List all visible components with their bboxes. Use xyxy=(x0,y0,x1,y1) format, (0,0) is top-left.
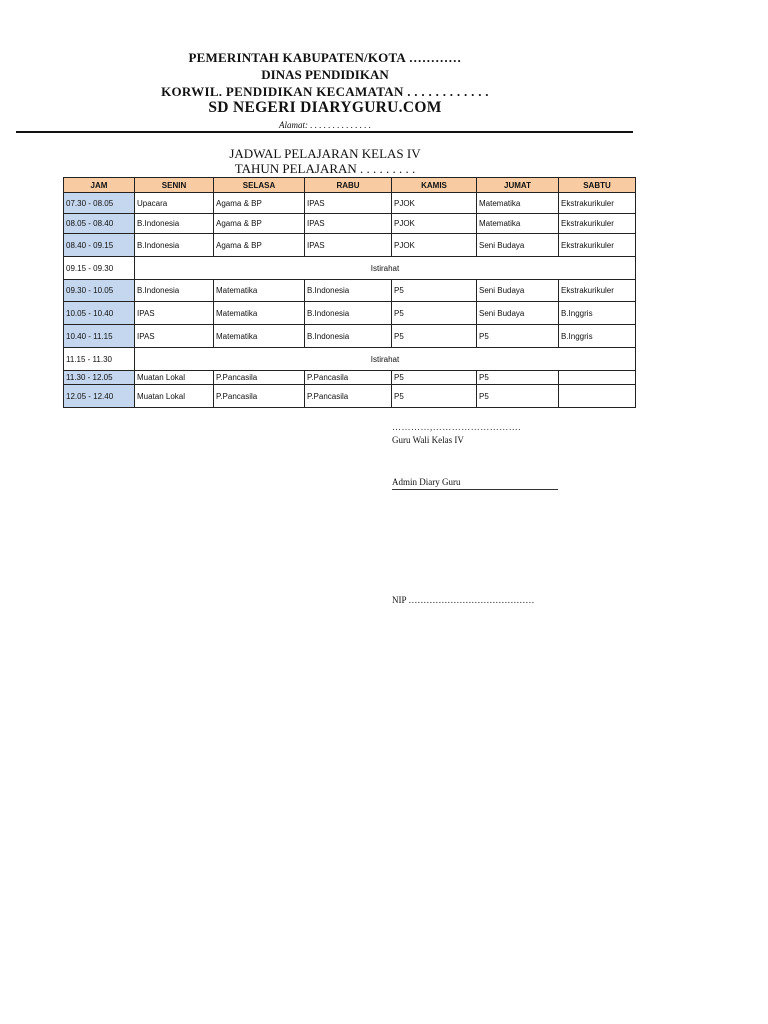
subject-cell: Ekstrakurikuler xyxy=(559,280,636,302)
subject-cell: IPAS xyxy=(305,234,392,257)
table-row xyxy=(64,214,636,234)
subject-cell: P5 xyxy=(392,280,477,302)
subject-cell: IPAS xyxy=(305,214,392,234)
subject-cell: IPAS xyxy=(305,193,392,214)
subject-cell: P5 xyxy=(392,302,477,325)
subject-cell: Ekstrakurikuler xyxy=(559,214,636,234)
subject-cell: Agama & BP xyxy=(214,214,305,234)
time-cell: 08.40 - 09.15 xyxy=(64,234,135,257)
subject-cell: P.Pancasila xyxy=(214,385,305,408)
subject-cell xyxy=(559,371,636,385)
subject-cell: P5 xyxy=(477,325,559,348)
subject-cell: Muatan Lokal xyxy=(135,385,214,408)
subject-cell: Agama & BP xyxy=(214,193,305,214)
header-jumat: JUMAT xyxy=(477,178,559,193)
signature-place-date: …………,………………………. xyxy=(392,422,521,432)
school-address: Alamat: . . . . . . . . . . . . . . xyxy=(279,120,371,130)
schedule-year: TAHUN PELAJARAN . . . . . . . . . xyxy=(234,161,416,176)
time-cell: 11.15 - 11.30 xyxy=(64,348,135,371)
subject-cell: Matematika xyxy=(477,214,559,234)
subject-cell: B.Indonesia xyxy=(305,280,392,302)
break-label: Istirahat xyxy=(135,348,636,371)
subject-cell: Matematika xyxy=(214,302,305,325)
subject-cell: P5 xyxy=(392,371,477,385)
letterhead-divider xyxy=(16,131,633,133)
subject-cell: Ekstrakurikuler xyxy=(559,234,636,257)
time-cell: 08.05 - 08.40 xyxy=(64,214,135,234)
table-header-row xyxy=(64,178,636,193)
header-jam: JAM xyxy=(64,178,135,193)
time-cell: 12.05 - 12.40 xyxy=(64,385,135,408)
break-label: Istirahat xyxy=(135,257,636,280)
signature-name: Admin Diary Guru xyxy=(392,477,461,487)
break-row xyxy=(64,257,636,280)
subject-cell: Agama & BP xyxy=(214,234,305,257)
letterhead-government: PEMERINTAH KABUPATEN/KOTA ………… xyxy=(188,50,462,65)
subject-cell: PJOK xyxy=(392,234,477,257)
subject-cell: Matematika xyxy=(214,280,305,302)
subject-cell: P5 xyxy=(477,385,559,408)
header-sabtu: SABTU xyxy=(559,178,636,193)
subject-cell: B.Inggris xyxy=(559,302,636,325)
table-row xyxy=(64,280,636,302)
subject-cell: P.Pancasila xyxy=(305,385,392,408)
letterhead-district: KORWIL. PENDIDIKAN KECAMATAN . . . . . . . . . . . . xyxy=(161,84,489,99)
subject-cell: Matematika xyxy=(214,325,305,348)
break-row xyxy=(64,348,636,371)
table-row xyxy=(64,302,636,325)
subject-cell: P5 xyxy=(477,371,559,385)
time-cell: 11.30 - 12.05 xyxy=(64,371,135,385)
subject-cell xyxy=(559,385,636,408)
subject-cell: PJOK xyxy=(392,193,477,214)
header-rabu: RABU xyxy=(305,178,392,193)
time-cell: 10.40 - 11.15 xyxy=(64,325,135,348)
subject-cell: B.Indonesia xyxy=(305,325,392,348)
subject-cell: P5 xyxy=(392,385,477,408)
subject-cell: Seni Budaya xyxy=(477,234,559,257)
subject-cell: Matematika xyxy=(477,193,559,214)
header-selasa: SELASA xyxy=(214,178,305,193)
subject-cell: B.Indonesia xyxy=(305,302,392,325)
subject-cell: Upacara xyxy=(135,193,214,214)
header-kamis: KAMIS xyxy=(392,178,477,193)
time-cell: 07.30 - 08.05 xyxy=(64,193,135,214)
schedule-table xyxy=(63,177,636,408)
school-name: SD NEGERI DIARYGURU.COM xyxy=(208,99,442,116)
table-row xyxy=(64,234,636,257)
subject-cell: B.Inggris xyxy=(559,325,636,348)
subject-cell: P.Pancasila xyxy=(305,371,392,385)
table-row xyxy=(64,385,636,408)
subject-cell: B.Indonesia xyxy=(135,234,214,257)
subject-cell: PJOK xyxy=(392,214,477,234)
time-cell: 10.05 - 10.40 xyxy=(64,302,135,325)
subject-cell: IPAS xyxy=(135,302,214,325)
subject-cell: Ekstrakurikuler xyxy=(559,193,636,214)
subject-cell: Seni Budaya xyxy=(477,302,559,325)
table-row xyxy=(64,193,636,214)
subject-cell: P5 xyxy=(392,325,477,348)
schedule-title: JADWAL PELAJARAN KELAS IV xyxy=(229,146,421,161)
table-row xyxy=(64,371,636,385)
signature-role: Guru Wali Kelas IV xyxy=(392,435,464,445)
subject-cell: P.Pancasila xyxy=(214,371,305,385)
letterhead-department: DINAS PENDIDIKAN xyxy=(261,67,389,82)
time-cell: 09.30 - 10.05 xyxy=(64,280,135,302)
header-senin: SENIN xyxy=(135,178,214,193)
signature-nip: NIP …………………………………… xyxy=(392,595,535,605)
table-row xyxy=(64,325,636,348)
signature-underline xyxy=(392,489,558,490)
subject-cell: Seni Budaya xyxy=(477,280,559,302)
subject-cell: B.Indonesia xyxy=(135,214,214,234)
subject-cell: IPAS xyxy=(135,325,214,348)
subject-cell: Muatan Lokal xyxy=(135,371,214,385)
time-cell: 09.15 - 09.30 xyxy=(64,257,135,280)
subject-cell: B.Indonesia xyxy=(135,280,214,302)
